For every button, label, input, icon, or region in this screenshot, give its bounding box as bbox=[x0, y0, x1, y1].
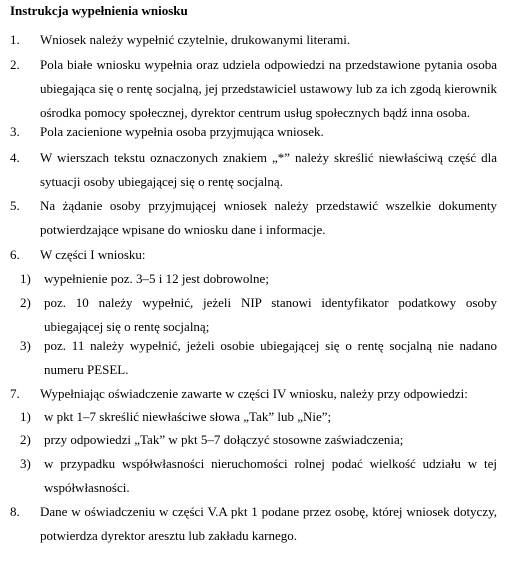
item-text: Wypełniając oświadczenie zawarte w części IV wniosku, należy przy odpowiedzi: bbox=[40, 386, 468, 401]
subitem-text: przy odpowiedzi „Tak” w pkt 5–7 dołączyć stosowne zaświadczenia; bbox=[44, 432, 404, 447]
instruction-subitem-7-1 bbox=[20, 405, 497, 429]
item-text: W wierszach tekstu oznaczonych znakiem „*” należy skreślić niewłaściwą część dla sytuacji osoby ubiegającej się o rentę socjalną. bbox=[40, 150, 497, 189]
instruction-item-8 bbox=[10, 500, 497, 548]
subitem-number: 1) bbox=[20, 409, 31, 424]
instruction-item-5 bbox=[10, 194, 497, 242]
item-text: Na żądanie osoby przyjmującej wniosek należy przedstawić wszelkie dokumenty potwierdzające wpisane do wniosku dane i informacje. bbox=[40, 198, 497, 237]
subitem-text: w pkt 1–7 skreślić niewłaściwe słowa „Tak” lub „Nie”; bbox=[44, 409, 332, 424]
subitem-text: poz. 10 należy wypełnić, jeżeli NIP stanowi identyfikator podatkowy osoby ubiegającej się o rentę socjalną; bbox=[44, 295, 497, 334]
instruction-subitem-7-3 bbox=[20, 452, 497, 500]
instruction-subitem-7-2 bbox=[20, 428, 497, 452]
item-text: Pola białe wniosku wypełnia oraz udziela odpowiedzi na przedstawione pytania osoba ubiegająca się o rentę socjalną, jej przedstawiciel ustawowy lub za ich zgodą kierownik ośrodka pomocy społecznej, dyrektor centrum usług społecznych bądź inna osoba. bbox=[40, 57, 497, 120]
document-title: Instrukcja wypełnienia wniosku bbox=[10, 3, 188, 18]
subitem-text: w przypadku współwłasności nieruchomości rolnej podać wielkość udziału w tej współwłasności. bbox=[44, 456, 497, 495]
item-number: 6. bbox=[10, 247, 20, 262]
instruction-subitem-6-3 bbox=[20, 334, 497, 382]
subitem-number: 2) bbox=[20, 295, 31, 310]
instruction-item-2 bbox=[10, 53, 497, 125]
item-text: Dane w oświadczeniu w części V.A pkt 1 podane przez osobę, której wniosek dotyczy, potwierdza dyrektor aresztu lub zakładu karnego. bbox=[40, 504, 497, 543]
subitem-number: 3) bbox=[20, 338, 31, 353]
instruction-item-7 bbox=[10, 382, 497, 406]
subitem-number: 2) bbox=[20, 432, 31, 447]
item-number: 4. bbox=[10, 150, 20, 165]
item-text: W części I wniosku: bbox=[40, 247, 146, 262]
item-number: 8. bbox=[10, 504, 20, 519]
instruction-subitem-6-2 bbox=[20, 291, 497, 339]
instruction-item-6 bbox=[10, 243, 497, 267]
instruction-subitem-6-1 bbox=[20, 267, 497, 291]
instruction-item-4 bbox=[10, 146, 497, 194]
item-number: 3. bbox=[10, 124, 20, 139]
item-number: 1. bbox=[10, 32, 20, 47]
item-text: Wniosek należy wypełnić czytelnie, drukowanymi literami. bbox=[40, 32, 351, 47]
item-number: 2. bbox=[10, 57, 20, 72]
instruction-item-3 bbox=[10, 120, 497, 144]
subitem-text: poz. 11 należy wypełnić, jeżeli osobie ubiegającej się o rentę socjalną nie nadano numeru PESEL. bbox=[44, 338, 497, 377]
item-number: 7. bbox=[10, 386, 20, 401]
subitem-number: 1) bbox=[20, 271, 31, 286]
subitem-number: 3) bbox=[20, 456, 31, 471]
instruction-item-1 bbox=[10, 28, 497, 52]
subitem-text: wypełnienie poz. 3–5 i 12 jest dobrowolne; bbox=[44, 271, 269, 286]
item-text: Pola zacienione wypełnia osoba przyjmująca wniosek. bbox=[40, 124, 324, 139]
item-number: 5. bbox=[10, 198, 20, 213]
